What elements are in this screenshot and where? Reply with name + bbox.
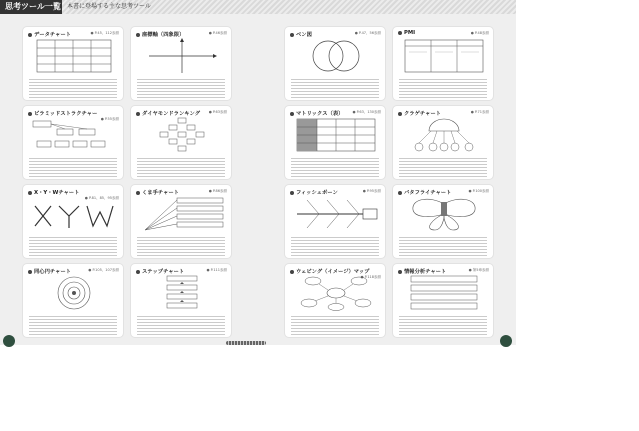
card-title: ピラミッドストラクチャー xyxy=(34,111,98,117)
card-title: X・Y・Wチャート xyxy=(34,190,80,196)
page-title: 思考ツール一覧 xyxy=(0,0,62,14)
card-description xyxy=(291,79,379,99)
card-page-ref: ● P.63、130参照 xyxy=(352,110,381,114)
bullet-icon xyxy=(398,112,402,116)
card-pmi xyxy=(392,26,494,101)
page-scroll-indicator[interactable] xyxy=(226,341,266,345)
card-rake-chart xyxy=(130,184,232,259)
card-title: クラゲチャート xyxy=(404,111,441,117)
card-title: ベン図 xyxy=(296,32,312,38)
bullet-icon xyxy=(398,31,402,35)
pyramid-diagram xyxy=(31,117,117,153)
data-chart-diagram xyxy=(31,38,117,74)
card-page-ref: ● P.111参照 xyxy=(206,268,227,272)
card-title: ダイヤモンドランキング xyxy=(142,111,201,117)
xyw-diagram xyxy=(31,196,117,232)
card-step-chart xyxy=(130,263,232,338)
info-analysis-diagram xyxy=(401,275,487,311)
card-page-ref: ● P.63参照 xyxy=(208,110,227,114)
card-page-ref: ● P.86参照 xyxy=(208,189,227,193)
card-webbing-map xyxy=(284,263,386,338)
next-page-icon[interactable] xyxy=(500,335,512,347)
page-subtitle: 本書に登場する主な思考ツール xyxy=(67,3,151,10)
card-title: フィッシュボーン xyxy=(296,190,338,196)
card-description xyxy=(399,316,487,336)
card-description xyxy=(29,237,117,257)
card-title: PMI xyxy=(404,30,416,36)
card-description xyxy=(137,79,225,99)
bullet-icon xyxy=(290,270,294,274)
card-description xyxy=(29,79,117,99)
card-page-ref: ● 第5章参照 xyxy=(468,268,489,272)
bullet-icon xyxy=(28,112,32,116)
bullet-icon xyxy=(28,33,32,37)
bullet-icon xyxy=(28,270,32,274)
venn-diagram xyxy=(293,38,379,74)
card-page-ref: ● P.46参照 xyxy=(208,31,227,35)
card-pyramid-structure xyxy=(22,105,124,180)
card-info-analysis-chart xyxy=(392,263,494,338)
card-page-ref: ● P.48参照 xyxy=(470,31,489,35)
step-diagram xyxy=(139,275,225,311)
card-page-ref: ● P.45、112参照 xyxy=(90,31,119,35)
card-description xyxy=(137,158,225,178)
concentric-diagram xyxy=(31,275,117,311)
bullet-icon xyxy=(28,191,32,195)
card-title: マトリックス（表） xyxy=(296,111,344,117)
card-coordinate-axes xyxy=(130,26,232,101)
card-description xyxy=(399,79,487,99)
card-title: 同心円チャート xyxy=(34,269,71,275)
axes-diagram xyxy=(139,38,225,74)
bullet-icon xyxy=(136,191,140,195)
card-xyw-chart xyxy=(22,184,124,259)
bullet-icon xyxy=(136,112,140,116)
webbing-diagram xyxy=(293,275,379,311)
pmi-diagram xyxy=(401,38,487,74)
jellyfish-diagram xyxy=(401,117,487,153)
card-jellyfish-chart xyxy=(392,105,494,180)
card-description xyxy=(137,237,225,257)
bullet-icon xyxy=(290,191,294,195)
card-title: ステップチャート xyxy=(142,269,185,275)
diamond-ranking-diagram xyxy=(139,117,225,153)
card-description xyxy=(137,316,225,336)
card-fishbone xyxy=(284,184,386,259)
bullet-icon xyxy=(398,191,402,195)
bullet-icon xyxy=(290,112,294,116)
card-diamond-ranking xyxy=(130,105,232,180)
card-page-ref: ● P.81、85、95参照 xyxy=(84,196,119,200)
card-data-chart xyxy=(22,26,124,101)
card-page-ref: ● P.118参照 xyxy=(360,275,381,279)
card-title: バタフライチャート xyxy=(404,190,452,196)
bullet-icon xyxy=(398,270,402,274)
butterfly-diagram xyxy=(401,196,487,232)
card-venn-diagram xyxy=(284,26,386,101)
card-page-ref: ● P.95参照 xyxy=(362,189,381,193)
card-description xyxy=(29,316,117,336)
card-title: データチャート xyxy=(34,32,71,38)
card-page-ref: ● P.71参照 xyxy=(470,110,489,114)
prev-page-icon[interactable] xyxy=(3,335,15,347)
card-title: 座標軸（四象限） xyxy=(142,32,185,38)
card-description xyxy=(29,158,117,178)
card-description xyxy=(291,158,379,178)
bullet-icon xyxy=(136,33,140,37)
rake-diagram xyxy=(139,196,225,232)
card-concentric-chart xyxy=(22,263,124,338)
card-page-ref: ● P.100参照 xyxy=(468,189,489,193)
card-description xyxy=(291,316,379,336)
card-description xyxy=(399,158,487,178)
matrix-diagram xyxy=(293,117,379,153)
card-title: くま手チャート xyxy=(142,190,179,196)
card-description xyxy=(291,237,379,257)
bullet-icon xyxy=(136,270,140,274)
card-description xyxy=(399,237,487,257)
fishbone-diagram xyxy=(293,196,379,232)
card-matrix xyxy=(284,105,386,180)
card-page-ref: ● P.55参照 xyxy=(100,117,119,121)
card-title: 情報分析チャート xyxy=(404,269,447,275)
card-page-ref: ● P.105、107参照 xyxy=(88,268,119,272)
card-page-ref: ● P.47、56参照 xyxy=(354,31,381,35)
card-butterfly-chart xyxy=(392,184,494,259)
bullet-icon xyxy=(290,33,294,37)
card-title: ウェビング（イメージ）マップ xyxy=(296,269,370,275)
